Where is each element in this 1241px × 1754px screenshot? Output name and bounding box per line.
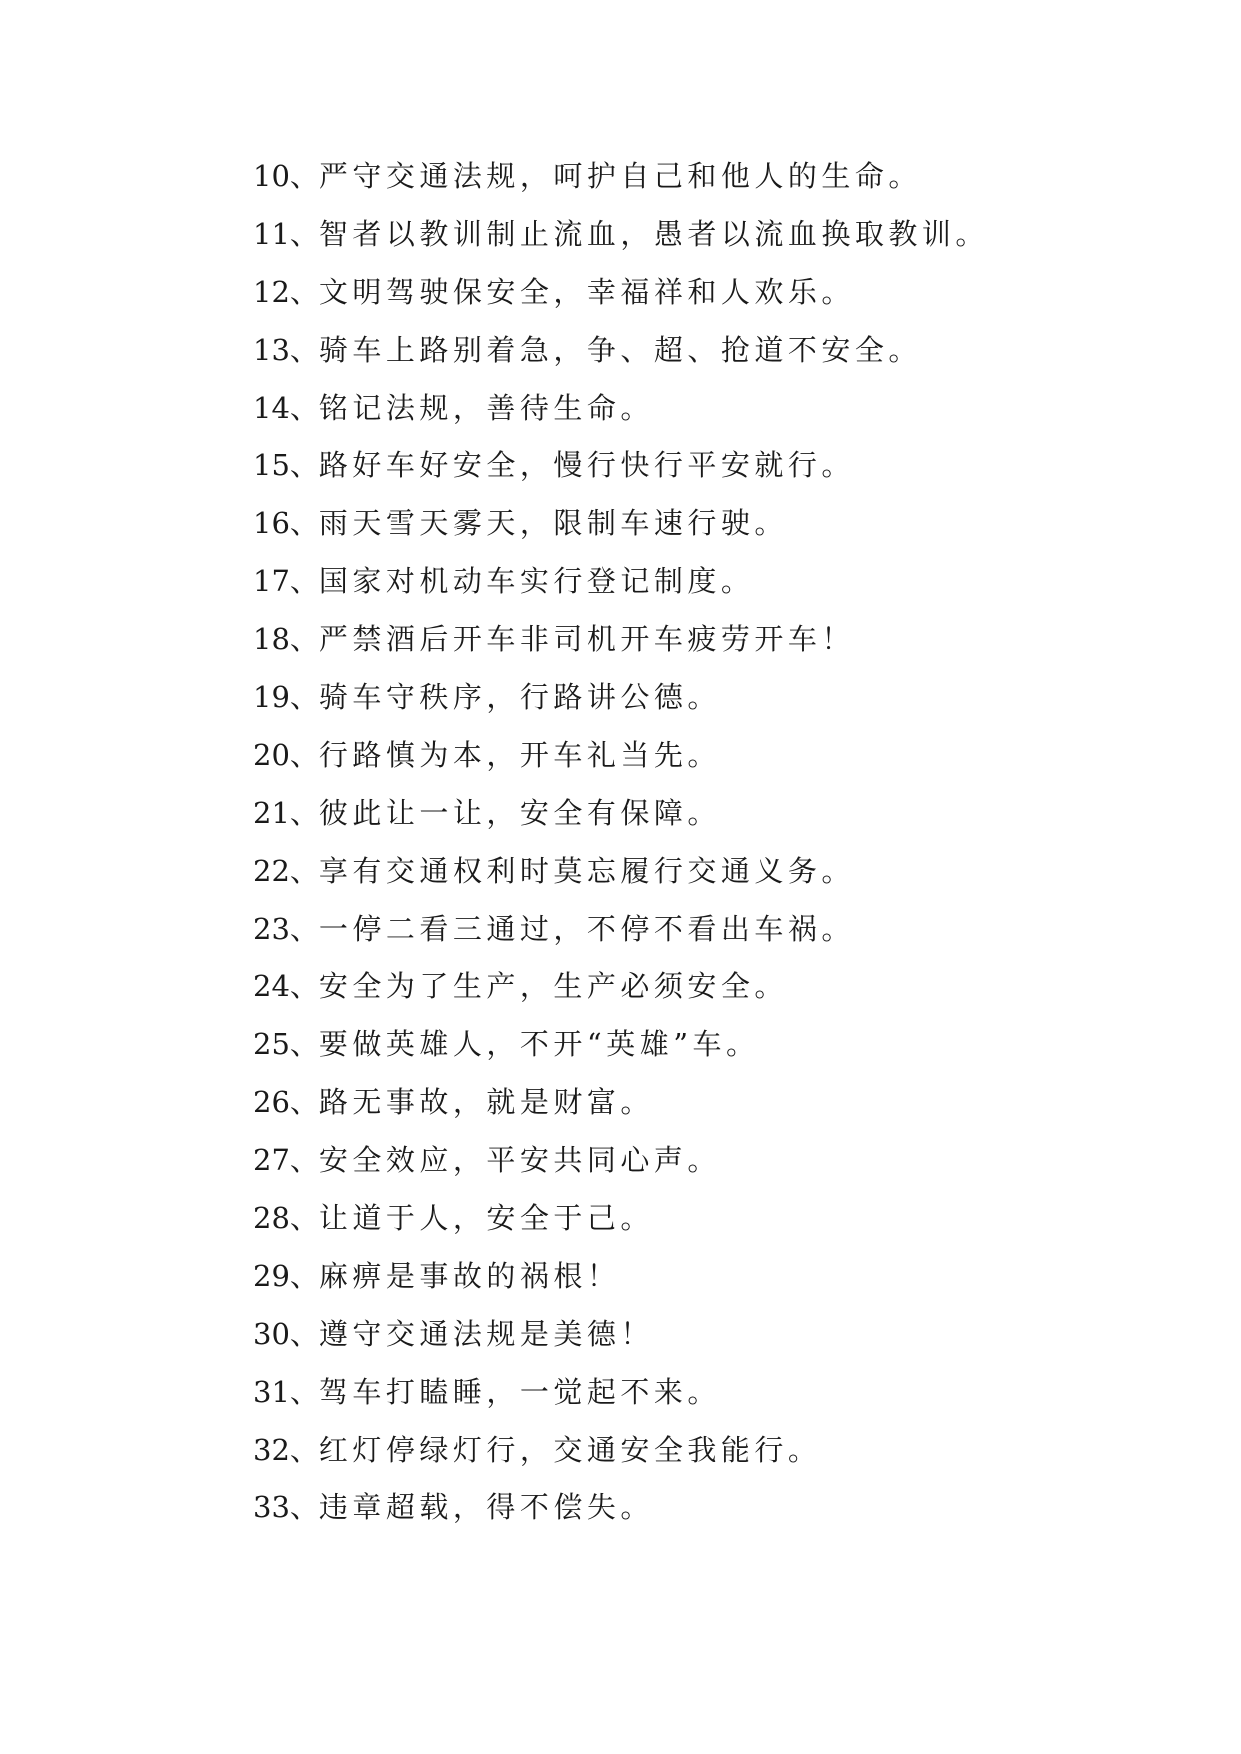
- item-text: 安全效应，平安共同心声。: [318, 1143, 721, 1178]
- list-item: [253, 970, 989, 1028]
- item-number: 24、: [253, 969, 319, 1004]
- list-item: [253, 1028, 989, 1086]
- item-number: 22、: [253, 853, 319, 888]
- item-text: 驾车打瞌睡，一觉起不来。: [318, 1374, 721, 1409]
- item-number: 14、: [253, 390, 319, 425]
- list-item: [253, 1086, 989, 1144]
- item-text: 行路慎为本，开车礼当先。: [318, 737, 721, 772]
- list-item: [253, 507, 989, 565]
- item-text: 路好车好安全，慢行快行平安就行。: [318, 448, 855, 483]
- item-number: 26、: [253, 1085, 319, 1120]
- item-number: 27、: [253, 1143, 319, 1178]
- list-item: [253, 449, 989, 507]
- list-item: [253, 681, 989, 739]
- item-text: 智者以教训制止流血，愚者以流血换取教训。: [318, 216, 989, 251]
- item-number: 12、: [253, 274, 319, 309]
- item-text: 让道于人，安全于己。: [318, 1201, 654, 1236]
- item-number: 23、: [253, 911, 319, 946]
- slogan-list: [253, 160, 989, 1549]
- item-text: 违章超载，得不偿失。: [318, 1490, 654, 1525]
- item-text: 安全为了生产，生产必须安全。: [318, 969, 788, 1004]
- list-item: [253, 797, 989, 855]
- list-item: [253, 1491, 989, 1549]
- item-text: 骑车守秩序，行路讲公德。: [318, 680, 721, 715]
- item-number: 13、: [253, 332, 319, 367]
- item-number: 21、: [253, 795, 319, 830]
- item-text: 文明驾驶保安全，幸福祥和人欢乐。: [318, 274, 855, 309]
- list-item: [253, 160, 989, 218]
- list-item: [253, 855, 989, 913]
- item-text: 路无事故，就是财富。: [318, 1085, 654, 1120]
- list-item: [253, 276, 989, 334]
- item-text: 铭记法规，善待生命。: [318, 390, 654, 425]
- item-number: 15、: [253, 448, 319, 483]
- item-number: 20、: [253, 737, 319, 772]
- list-item: [253, 739, 989, 797]
- item-number: 31、: [253, 1374, 319, 1409]
- item-text: 雨天雪天雾天，限制车速行驶。: [318, 506, 788, 541]
- item-text: 一停二看三通过，不停不看出车祸。: [318, 911, 855, 946]
- item-text: 享有交通权利时莫忘履行交通义务。: [318, 853, 855, 888]
- item-text: 遵守交通法规是美德！: [318, 1316, 654, 1351]
- list-item: [253, 1376, 989, 1434]
- list-item: [253, 218, 989, 276]
- item-number: 33、: [253, 1490, 319, 1525]
- list-item: [253, 1260, 989, 1318]
- list-item: [253, 565, 989, 623]
- item-text: 麻痹是事故的祸根！: [318, 1258, 621, 1293]
- item-number: 29、: [253, 1258, 319, 1293]
- item-text: 国家对机动车实行登记制度。: [318, 564, 755, 599]
- item-number: 25、: [253, 1027, 319, 1062]
- list-item: [253, 392, 989, 450]
- item-text: 要做英雄人，不开“英雄”车。: [318, 1027, 760, 1062]
- item-number: 17、: [253, 564, 319, 599]
- list-item: [253, 334, 989, 392]
- item-number: 30、: [253, 1316, 319, 1351]
- item-number: 11、: [253, 216, 319, 251]
- list-item: [253, 913, 989, 971]
- item-number: 18、: [253, 622, 319, 657]
- item-number: 28、: [253, 1201, 319, 1236]
- item-text: 彼此让一让，安全有保障。: [318, 795, 721, 830]
- list-item: [253, 1434, 989, 1492]
- item-text: 严禁酒后开车非司机开车疲劳开车！: [318, 622, 855, 657]
- item-number: 10、: [253, 159, 319, 193]
- item-number: 32、: [253, 1432, 319, 1467]
- item-number: 16、: [253, 506, 319, 541]
- item-text: 骑车上路别着急，争、超、抢道不安全。: [318, 332, 922, 367]
- list-item: [253, 1318, 989, 1376]
- item-text: 红灯停绿灯行，交通安全我能行。: [318, 1432, 822, 1467]
- list-item: [253, 1202, 989, 1260]
- item-number: 19、: [253, 680, 319, 715]
- list-item: [253, 1144, 989, 1202]
- list-item: [253, 623, 989, 681]
- item-text: 严守交通法规，呵护自己和他人的生命。: [318, 159, 922, 193]
